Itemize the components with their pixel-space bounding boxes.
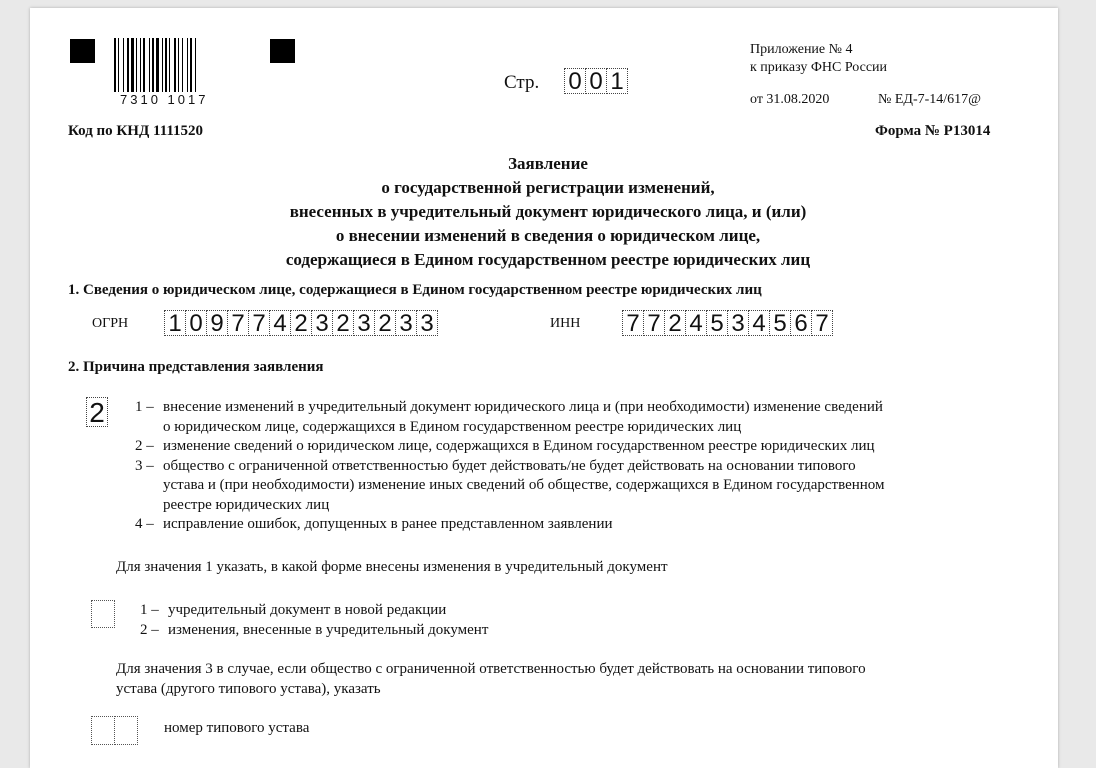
appendix-info <box>750 41 887 77</box>
inn-input[interactable] <box>622 310 832 336</box>
note-value-1: Для значения 1 указать, в какой форме внесены изменения в учредительный документ <box>116 559 668 575</box>
option-text: устава и (при необходимости) изменение иных сведений об обществе, содержащихся в Едином государственном <box>163 477 885 493</box>
barcode-stripe <box>165 38 167 92</box>
form-number: Форма № Р13014 <box>875 123 991 139</box>
ogrn-digit-cell: 7 <box>248 310 270 336</box>
inn-digit-cell: 7 <box>643 310 665 336</box>
alignment-marker-right <box>270 39 295 63</box>
option-text: о юридическом лице, содержащихся в Едином государственном реестре юридических лиц <box>163 418 742 435</box>
title-line: содержащиеся в Едином государственном реестре юридических лиц <box>285 250 811 269</box>
barcode-stripe <box>149 38 150 92</box>
list-item <box>140 601 488 621</box>
option-text: изменение сведений о юридическом лице, содержащихся в Едином государственном реестре юридических лиц <box>163 438 875 454</box>
option-text: внесение изменений в учредительный документ юридического лица и (при необходимости) изменение сведений <box>163 399 883 415</box>
option-text: общество с ограниченной ответственностью будет действовать/не будет действовать на основании типового <box>163 457 856 474</box>
order-number: № ЕД-7-14/617@ <box>878 92 982 107</box>
ogrn-digit-cell: 9 <box>206 310 228 336</box>
barcode-stripe <box>182 38 183 92</box>
option-number: 3 – <box>135 457 154 474</box>
title-line: Заявление <box>508 154 588 173</box>
barcode-stripe <box>118 38 119 92</box>
barcode-stripe <box>178 38 179 92</box>
inn-digit-cell: 2 <box>664 310 686 336</box>
inn-digit-cell: 3 <box>727 310 749 336</box>
barcode-number: 7310 1017 <box>120 92 209 107</box>
barcode-stripe <box>140 38 141 92</box>
page-digit-cell: 0 <box>585 68 607 94</box>
inn-digit-cell: 7 <box>811 310 833 336</box>
document-title <box>0 152 1096 272</box>
ogrn-digit-cell: 1 <box>164 310 186 336</box>
reason-input[interactable] <box>86 397 107 427</box>
ogrn-digit-cell: 2 <box>332 310 354 336</box>
list-item <box>135 437 885 457</box>
ogrn-digit-cell: 0 <box>185 310 207 336</box>
note-line: устава (другого типового устава), указать <box>116 680 381 697</box>
option-number: 2 – <box>140 621 159 638</box>
inn-digit-cell: 5 <box>769 310 791 336</box>
charter-cell[interactable] <box>114 716 138 745</box>
charter-cell[interactable] <box>91 716 115 745</box>
appendix-line: Приложение № 4 <box>750 42 853 57</box>
option-number: 2 – <box>135 438 154 454</box>
barcode-stripe <box>190 38 192 92</box>
form-page <box>30 8 1058 768</box>
title-line: о внесении изменений в сведения о юридическом лице, <box>335 226 761 245</box>
ogrn-digit-cell: 2 <box>374 310 396 336</box>
option-number: 1 – <box>135 399 154 415</box>
list-item <box>135 515 885 535</box>
inn-digit-cell: 6 <box>790 310 812 336</box>
barcode-stripe <box>152 38 154 92</box>
title-line: о государственной регистрации изменений, <box>381 178 715 197</box>
list-item <box>135 398 885 437</box>
change-form-input[interactable] <box>91 600 115 628</box>
barcode-icon <box>114 38 250 92</box>
barcode-stripe <box>136 38 137 92</box>
option-number: 4 – <box>135 516 154 532</box>
ogrn-digit-cell: 3 <box>311 310 333 336</box>
option-text: реестре юридических лиц <box>163 496 330 513</box>
barcode-stripe <box>187 38 188 92</box>
barcode-stripe <box>143 38 145 92</box>
title-line: внесенных в учредительный документ юридического лица, и (или) <box>289 202 807 221</box>
option-number: 1 – <box>140 602 159 618</box>
ogrn-input[interactable] <box>164 310 437 336</box>
option-text: изменения, внесенные в учредительный документ <box>168 621 489 638</box>
barcode-stripe <box>123 38 124 92</box>
inn-digit-cell: 5 <box>706 310 728 336</box>
change-form-options <box>140 601 488 640</box>
alignment-marker-left <box>70 39 95 63</box>
barcode-stripe <box>195 38 196 92</box>
barcode-stripe <box>127 38 129 92</box>
page-label: Стр. <box>504 72 540 93</box>
barcode-stripe <box>162 38 163 92</box>
inn-label: ИНН <box>550 316 581 331</box>
inn-digit-cell: 4 <box>748 310 770 336</box>
order-date: от 31.08.2020 <box>750 92 830 107</box>
inn-digit-cell: 7 <box>622 310 644 336</box>
reason-options-list <box>135 398 885 535</box>
list-item <box>135 457 885 516</box>
ogrn-digit-cell: 3 <box>353 310 375 336</box>
ogrn-digit-cell: 3 <box>395 310 417 336</box>
ogrn-digit-cell: 3 <box>416 310 438 336</box>
note-line: Для значения 3 в случае, если общество с ограниченной ответственностью будет действовать на основании типового <box>116 661 866 677</box>
page-digit-cell: 1 <box>606 68 628 94</box>
barcode-stripe <box>169 38 170 92</box>
section-1-heading: 1. Сведения о юридическом лице, содержащиеся в Едином государственном реестре юридических лиц <box>68 282 762 298</box>
ogrn-digit-cell: 7 <box>227 310 249 336</box>
barcode-stripe <box>174 38 176 92</box>
charter-number-input[interactable] <box>91 716 138 745</box>
section-2-heading: 2. Причина представления заявления <box>68 359 324 375</box>
page-number-cells <box>564 68 627 94</box>
option-text: исправление ошибок, допущенных в ранее представленном заявлении <box>163 516 613 532</box>
reason-value: 2 <box>86 397 108 427</box>
ogrn-digit-cell: 4 <box>269 310 291 336</box>
barcode-stripe <box>131 38 134 92</box>
page-digit-cell: 0 <box>564 68 586 94</box>
note-value-3 <box>116 660 866 699</box>
list-item <box>140 621 488 641</box>
appendix-line: к приказу ФНС России <box>750 60 888 75</box>
option-text: учредительный документ в новой редакции <box>168 602 447 618</box>
charter-label: номер типового устава <box>164 720 310 736</box>
ogrn-label: ОГРН <box>92 316 129 331</box>
ogrn-digit-cell: 2 <box>290 310 312 336</box>
inn-digit-cell: 4 <box>685 310 707 336</box>
barcode-stripe <box>156 38 159 92</box>
knd-code: Код по КНД 1111520 <box>68 123 204 139</box>
barcode-stripe <box>114 38 116 92</box>
